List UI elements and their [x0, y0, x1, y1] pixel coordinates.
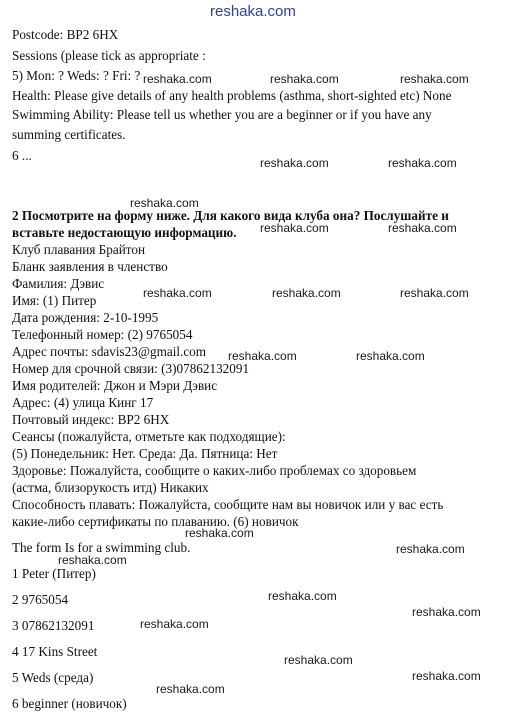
watermark: reshaka.com — [388, 156, 457, 170]
item-6-en: 6 ... — [12, 148, 32, 163]
sessions-en: Sessions (please tick as appropriate : — [12, 48, 206, 63]
watermark: reshaka.com — [143, 286, 212, 300]
postcode-ru: Почтовый индекс: BP2 6HX — [12, 412, 170, 427]
watermark: reshaka.com — [58, 553, 127, 567]
watermark: reshaka.com — [260, 156, 329, 170]
answer-1: 1 Peter (Питер) — [12, 566, 96, 581]
answer-3: 3 07862132091 — [12, 618, 95, 633]
watermark: reshaka.com — [356, 349, 425, 363]
watermark: reshaka.com — [396, 542, 465, 556]
watermark: reshaka.com — [268, 589, 337, 603]
watermark: reshaka.com — [400, 286, 469, 300]
sessions-days-ru: (5) Понедельник: Нет. Среда: Да. Пятница: Нет — [12, 446, 278, 461]
watermark: reshaka.com — [143, 72, 212, 86]
answer-6: 6 beginner (новичок) — [12, 696, 127, 711]
watermark-header: reshaka.com — [210, 3, 296, 20]
watermark: reshaka.com — [130, 196, 199, 210]
sessions-days-en: 5) Mon: ? Weds: ? Fri: ? — [12, 68, 141, 83]
task-2-heading-cont: вставьте недостающую информацию. — [12, 225, 237, 240]
emergency-number-ru: Номер для срочной связи: (3)07862132091 — [12, 361, 250, 376]
answer-5: 5 Weds (среда) — [12, 670, 94, 685]
parents-ru: Имя родителей: Джон и Мэри Дэвис — [12, 378, 218, 393]
answer-2: 2 9765054 — [12, 592, 69, 607]
sessions-ru: Сеансы (пожалуйста, отметьте как подходящие): — [12, 429, 286, 444]
surname-ru: Фамилия: Дэвис — [12, 276, 105, 291]
watermark: reshaka.com — [140, 617, 209, 631]
swimming-ability-en-cont: summing certificates. — [12, 127, 126, 142]
birth-date-ru: Дата рождения: 2-10-1995 — [12, 310, 159, 325]
watermark: reshaka.com — [185, 526, 254, 540]
health-ru: Здоровье: Пожалуйста, сообщите о каких-либо проблемах со здоровьем — [12, 463, 417, 478]
form-title-ru: Бланк заявления в членство — [12, 259, 168, 274]
watermark: reshaka.com — [260, 221, 329, 235]
task-2-heading: 2 Посмотрите на форму ниже. Для какого вида клуба она? Послушайте и — [12, 208, 449, 223]
watermark: reshaka.com — [228, 349, 297, 363]
club-name-ru: Клуб плавания Брайтон — [12, 242, 145, 257]
first-name-ru: Имя: (1) Питер — [12, 293, 97, 308]
swimming-ability-ru: Способность плавать: Пожалуйста, сообщите нам вы новичок или у вас есть — [12, 497, 444, 512]
answer-4: 4 17 Kins Street — [12, 644, 98, 659]
watermark: reshaka.com — [156, 682, 225, 696]
answer-intro: The form Is for a swimming club. — [12, 540, 191, 555]
health-ru-cont: (астма, близорукость итд) Никаких — [12, 480, 209, 495]
postcode-en: Postcode: BP2 6HX — [12, 27, 119, 42]
watermark: reshaka.com — [400, 72, 469, 86]
watermark: reshaka.com — [388, 221, 457, 235]
address-ru: Адрес: (4) улица Кинг 17 — [12, 395, 154, 410]
swimming-ability-en: Swimming Ability: Please tell us whether you are a beginner or if you have any — [12, 107, 432, 122]
watermark: reshaka.com — [270, 72, 339, 86]
swimming-ability-ru-cont: какие-либо сертификаты по плаванию. (6) новичок — [12, 514, 299, 529]
email-ru: Адрес почты: sdavis23@gmail.com — [12, 344, 207, 359]
watermark: reshaka.com — [284, 653, 353, 667]
watermark: reshaka.com — [412, 669, 481, 683]
health-en: Health: Please give details of any health problems (asthma, short-sighted etc) None — [12, 88, 452, 103]
watermark: reshaka.com — [272, 286, 341, 300]
watermark: reshaka.com — [412, 605, 481, 619]
phone-ru: Телефонный номер: (2) 9765054 — [12, 327, 193, 342]
